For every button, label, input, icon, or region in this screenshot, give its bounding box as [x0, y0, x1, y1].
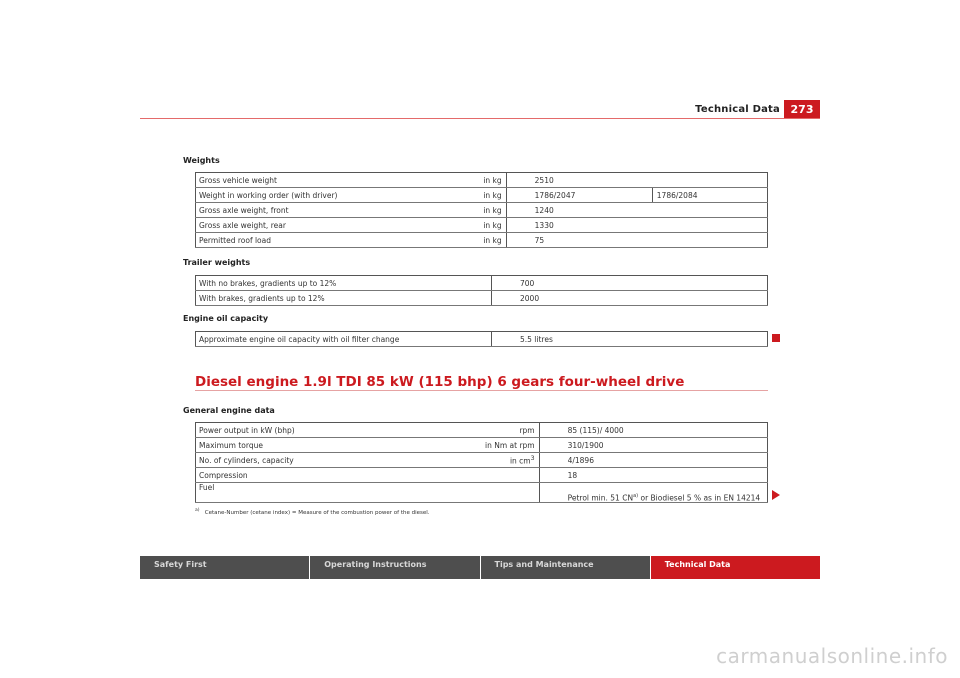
section-nav-bar: [140, 556, 820, 579]
trailer-table: [195, 275, 768, 306]
row-unit: rpm: [482, 423, 539, 438]
row-value: Petrol min. 51 CN: [567, 493, 634, 502]
row-value-alt: 1786/2084: [652, 188, 767, 203]
row-label: Approximate engine oil capacity with oil filter change: [196, 332, 492, 347]
row-label: Gross vehicle weight: [196, 173, 481, 188]
weights-table: [195, 172, 768, 248]
page-header-title: Technical Data: [695, 104, 780, 115]
row-value: 700: [492, 276, 768, 291]
engine-heading: General engine data: [183, 406, 275, 415]
nav-tab-tips-and-maintenance[interactable]: Tips and Maintenance: [481, 556, 650, 579]
section-end-marker: [772, 334, 780, 342]
row-value: 75: [506, 233, 767, 248]
table-row: [196, 423, 768, 438]
row-value: 5.5 litres: [492, 332, 768, 347]
unit-superscript: 3: [530, 454, 535, 462]
row-label: Permitted roof load: [196, 233, 481, 248]
row-value: 1786/2047: [506, 188, 652, 203]
table-row: [196, 233, 768, 248]
chapter-title: Diesel engine 1.9l TDI 85 kW (115 bhp) 6 gears four-wheel drive: [195, 374, 685, 390]
table-row: [196, 218, 768, 233]
watermark: carmanualsonline.info: [716, 644, 948, 668]
row-value: 85 (115)/ 4000: [539, 423, 767, 438]
table-row: [196, 276, 768, 291]
footnote: [195, 508, 430, 516]
row-value: 2000: [492, 291, 768, 306]
row-label: With brakes, gradients up to 12%: [196, 291, 492, 306]
row-label: Compression: [196, 468, 483, 483]
row-unit: in kg: [480, 173, 506, 188]
table-row: [196, 173, 768, 188]
footnote-reference: a): [633, 492, 639, 499]
row-value: 2510: [506, 173, 767, 188]
row-unit: in cm: [509, 456, 531, 466]
nav-tab-operating-instructions[interactable]: Operating Instructions: [310, 556, 479, 579]
chapter-divider: [195, 390, 768, 391]
row-unit-cell: [482, 453, 539, 468]
row-value: 310/1900: [539, 438, 767, 453]
table-row: [196, 203, 768, 218]
footnote-text: Cetane-Number (cetane index) = Measure of the combustion power of the diesel.: [204, 509, 430, 516]
weights-heading: Weights: [183, 156, 220, 165]
nav-tab-technical-data[interactable]: Technical Data: [651, 556, 820, 579]
table-row: [196, 453, 768, 468]
row-unit: in kg: [480, 203, 506, 218]
row-value: 1330: [506, 218, 767, 233]
row-unit: in kg: [480, 188, 506, 203]
row-unit: in Nm at rpm: [482, 438, 539, 453]
row-value: 1240: [506, 203, 767, 218]
continue-arrow-icon: [772, 490, 780, 500]
row-label: With no brakes, gradients up to 12%: [196, 276, 492, 291]
header-divider: [140, 118, 820, 119]
table-row: [196, 332, 768, 347]
row-label: Maximum torque: [196, 438, 483, 453]
row-value-cell: [539, 483, 767, 503]
oil-heading: Engine oil capacity: [183, 314, 269, 323]
row-unit: in kg: [480, 233, 506, 248]
row-label: Weight in working order (with driver): [196, 188, 481, 203]
row-value: 4/1896: [539, 453, 767, 468]
row-label: Gross axle weight, rear: [196, 218, 481, 233]
page-number: 273: [784, 100, 820, 119]
table-row: [196, 468, 768, 483]
footnote-marker: a): [195, 508, 200, 513]
row-value-suffix: or Biodiesel 5 % as in EN 14214: [638, 493, 761, 502]
row-unit: [482, 483, 539, 503]
row-label: No. of cylinders, capacity: [196, 453, 483, 468]
table-row: [196, 291, 768, 306]
trailer-heading: Trailer weights: [183, 258, 251, 267]
row-label: Gross axle weight, front: [196, 203, 481, 218]
table-row: [196, 188, 768, 203]
table-row: [196, 438, 768, 453]
row-unit: [482, 468, 539, 483]
nav-tab-safety-first[interactable]: Safety First: [140, 556, 309, 579]
row-value: 18: [539, 468, 767, 483]
oil-table: [195, 331, 768, 347]
row-unit: in kg: [480, 218, 506, 233]
table-row: [196, 483, 768, 503]
engine-table: [195, 422, 768, 503]
row-label: Fuel: [196, 483, 483, 503]
row-label: Power output in kW (bhp): [196, 423, 483, 438]
